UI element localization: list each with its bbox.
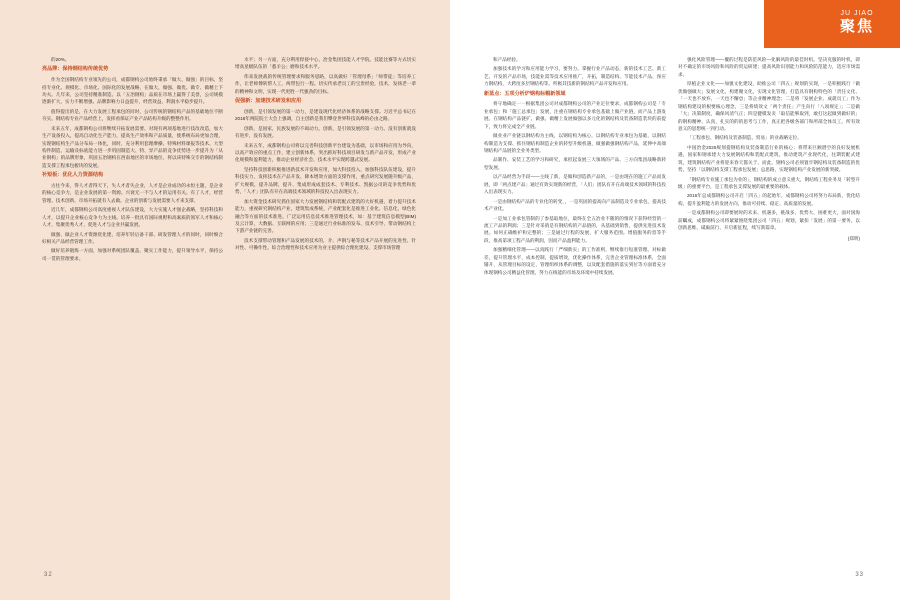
paragraph: 品制作、安装工艺的学习和研究，承担起发展三大领域的产品、三方向集团战略新转型发展。 <box>484 157 666 170</box>
section-tag-title: 聚焦 <box>839 18 874 36</box>
paragraph: 「工程承包、钢结构及装备制造、贸易」的业战略定位。 <box>687 135 802 141</box>
right-column-2 <box>678 56 860 278</box>
paragraph: 伟来发展战的传统管理要求和服务思路，以高做好「管理母系」「师带徒」等培养工作，让老师傅转帮人工，两带包行一程。切实传承老员工的宝贵经验，技术，发扬老一辈的精神和文明，实现一代更胜一代强劲的目标。 <box>235 73 416 94</box>
paragraph: 「钢结构专业施工承包为业的」，钢结构的成立意义重大，钢结构工程业务及「转型升级」的重要平台，是工程承包支撑发展的最重要的载体。 <box>678 176 860 189</box>
paragraph: 技术支撑带动管理和产品发展的技术的，介、声钢与秘等技术产品开展的先进性、针对性、可操作性。综合治理性和技术应用为业主提供综合理化建设、支撑市场管理 <box>235 237 416 251</box>
paragraph: 的20%。 <box>51 57 70 62</box>
paragraph: 中国冶金2025规划提钢结构及装备制造行业的核心；将带来巨额潜空的良好发展机遇，国家和钢承建大力发展钢结构和装配式建筑，推动建筑产业现代化，往期装配式建筑，建筑钢结构产业将迎来春天都关于、而此，钢构公司必须置牢钢结构及装备制造的优势，坚持「以钢结构支撑工程承包发展」总思路，实现钢结构产业发展的新突破。 <box>678 144 860 173</box>
paragraph: 以产品经营为手段——主线了新，是做和创造新产品的，一是由现在的施工产品而发展，即「两点建产品」通过有效实现新的经营，「人们」团队有开在高端技术领域的科技投入出表现实力。 <box>484 174 666 195</box>
paragraph: 加大资金技术研究抓住国家大力发展钢结构和装配式建筑的大好机遇，着力提升技术能力，重视研究钢结构产业，建筑集成系统，产业配套化是推进工业化、信息化、绿色化融合等方面的技术准进。广泛运用信息技术推进管理技术，如：基于建筑信息模型(BIM)及云计算，大数据、互联网的应用；三是通过行业标准的发布、技术引导，带动钢结构上下游产业链的完善。 <box>235 198 416 234</box>
paragraph: 古往今来，得人才者得天下，失人才者失企业，人才是企业成功的永恒主题，是企业的核心竞争力，是企业发展的第一资源。兴衰无一不与人才的运用有关。有了人才，经营管理、技术创新、市场开拓就有人去做。企业的创新与发展需要人才来支撑。 <box>42 182 223 203</box>
right-page <box>450 0 900 600</box>
paragraph: 和产品经验。 <box>493 57 521 62</box>
paragraph: 创新，是国家，民族发展的不竭动力。创新，是引领发展的第一动力。没有创新就没有进步，没有发展。 <box>235 125 416 139</box>
left-page-columns <box>42 56 416 264</box>
paragraph: 做好培养锻炼一方面，加强对系统团队覆盖、聚实工作能力，提升领导水平，保持公司一贯的管理要求。 <box>42 248 223 261</box>
paragraph: 未来五年，成都钢构公司将以完善科技创新平台建设为基础，以市场和应用为导向，以高产效应的重点工作，建立创新体系，突出抓好科技项目研发与新产品开发，形成产业化规模和盈利能力，推动企业经济社会、技术水平实现跨越式发展。 <box>235 142 416 163</box>
section-heading: 促强新：加速技术研发和应用 <box>235 98 302 105</box>
paragraph: 厚植企业文化——加强文化建设，助推公司「四五」规划的实现，一是积极践行「做优做强做大」发展文化，构建聚文化，实现文化管理，打造具有钢构特色的「责任文化、「一天也不放弃、一天也不懈怠」等企业精神理念；二是将「发展企业、成就员工」作为钢结构建设的根要核心理念，三是将绩效文「两个责任」产生向行「八项规定」；二是做「大」决策制度，确保风清气正；四是健模发炎「取信能够取到，敢打这起做到做好的」的钢构精神、认真，扎实的的的思考与工作，真正把各级各部门和所部全体员工，所有效意义的思想统一到行动。 <box>678 81 860 131</box>
paragraph: 加强技术的学习和应用能力学习，要努力。掌握行业产品动态，新的技术工艺、新工艺，开发的产品市场，技能业需等技术应用推广，开拓，制造结构、节能技术产品、预应力钢结构，大跨度多层钢结构等。所极其技新的钢结构产品开发和应用。 <box>484 66 666 87</box>
section-heading: 亮品牌：保持钢结构传统优势 <box>42 66 109 73</box>
paragraph: 将守地确定一一根据集团公司对成都钢构公司的产业定位要求，成都钢构公司是「专业承包」和「施工总承包」发展，注重在钢结构专业承包基础上做产业链，而产品上游发展。在钢结构产品链扩、做强、做精上发展做强以多元化的钢结构及装备制造装块的前提下，致力将完成全产业链。 <box>484 101 666 129</box>
paragraph: 做强、做企业人才资源优化建、培养年轻后备干部、研发管理人才的同时，同时细合好相关产品经营管理工作。 <box>42 231 223 245</box>
paragraph: 坚持科技创新积极推进新技术开发和应用，加大科技投入，加强科技队伍建设，提升科技实力，发挥技术在产品开发、降本增效方面的支撑作用，重点研究发展随升级产品，扩大规模，提升品牌，提升、集成形成成套技术、专利技术、凯据公司的竞争优势和优势，「人才」团队有开在高端技术领域的科技投入出表现实力。 <box>235 166 416 195</box>
paragraph: 强化风险管理——覆的过程是防范风险—化解风险的最佳时机。坚决克服的时机，即对不确定的市场风险和风险的贸运研建；提高风险识别能力和风险防范能力，适应市场需求。 <box>678 57 860 77</box>
article-signature: (郑明) <box>847 235 860 241</box>
section-tag-pinyin: JU JIAO <box>840 10 874 17</box>
paragraph: 加强精细化管理——以真践行「严细新实」的工作准则，继续推行短准管理。对标做差，提升管理水平，成本控制，提质增效，优化操作体系，完善企业管理标准体系，全面铺开，从管理目标的设定，管理组织体系的调整，以及配套措施的落实到位等方面着充分体现钢构公司精益化管理，努力在线能的市场及环境中持续发展。 <box>484 247 666 275</box>
section-tag-text <box>840 10 874 35</box>
paragraph: 2016年总成都钢构公司开启「四五」的起始年，成都钢构公司将努力布局新，优化结构、提升盈利能力的发展方向，推动可持续、稳定、高质量的发展。 <box>678 193 860 206</box>
section-heading: 补短板：优化人力资源结构 <box>42 172 104 179</box>
paragraph: 水平；另一方面，充分利用焊接中心、冶金集团技能人才学院、技能比赛等方式切实增高星级队伍的「悉羊公」磨和技术水平。 <box>235 57 416 70</box>
paragraph: 作为全国钢结构专业领先的公司，成都钢构公司始终秉承「做大、做强」的目标，坚持专业化、规模化、市场化、国际化的发展战略，在做大、做强、做优、做专、做精上下功夫。几年来，公司坚持精准制造、以「五冶钢构」品质在市场上赢得了美誉，公司规模逐渐扩大，实力不断增强、品牌影响力日益提升，经营效益、利润水平稳步提升。 <box>42 77 223 105</box>
paragraph: 一是加工业承包管制的了参基取地位，最终在全五冶业不随的的情况下获得经营的一流工产品的利润；三是针对采销是有钢结构的产品链的，从基础到销售，提供先进技术发展。如何正确维护和完整的；三是通过行程的发展，扩大服务范围。增值服务的容等手段，推高第项工程产品的利润，因而产品盈利能力。 <box>484 215 666 243</box>
page-number-left: 32 <box>44 572 53 578</box>
paragraph: 一是由钢结构产品的专业化的转变，，一是巩固的提高向产品制造及专业承包，提高技术产业化。 <box>484 198 666 212</box>
paragraph: 创新，是引领发展的第一动力，是建设现代化经济体系的战略支撑。习近平总书记在2018年两院院士大会上强调，自主创新是我们攀登世界科技高峰的必由之路。 <box>235 108 416 122</box>
left-column-1 <box>42 56 223 264</box>
paragraph: 未来五年，成都钢构公司将继续开拓发展需要。对现有两项基地进行技改改造，加大生产设备投入，提高自动化生产能力，提高生产效率和产品质量，使系统布局更加合理，实现钢结构生产品分布局一体化，同时，充分利用套理摩操、特殊材料课报等技术、大型构件制造、运输及标底能力进一步巩固制造大、特、异产品的竞争优势进一步提升为「从业钢构」的品牌形象，巩固五冶钢构在西南地区的市场地位，将以该特殊交专的钢结构制造支撑工程承包板块的发展。 <box>42 125 223 168</box>
paragraph: 做业业产业链以钢结构为主线，以钢结构为核心，以钢结构专业承包为基础，以钢结构制造为支撑、抓住钢结构制造企业的转型升级机遇，做强做强钢结构产品，延伸中高端钢结构产品链的全业务类型。 <box>484 133 666 154</box>
section-tag-banner <box>764 0 900 48</box>
paragraph: 值得提出的是，在大力发展工程承包的同时，公司传统的钢结构产品的基础地位不断夯实。钢结构专业产品经营上，发挥看保证产业产品结构升级的整整作用。 <box>42 108 223 122</box>
left-column-2 <box>235 56 416 264</box>
paragraph: 近几年，成都钢构公司高度重视人才队伍建设，大力实施人才强企战略，坚持科技和人才，以提升企业核心竞争力为主线。培养一批具有国际视野和高素质的领军人才和核心人才，集聚优秀人才，促进人才与企业共赢发展。 <box>42 207 223 228</box>
paragraph: 一是成都钢构公司即要展时的未来、机遇多，挑战多、优势大、困难更大，面对国海前瞩成，成都钢构公司将紧紧围绕集团公司「四五」规划，紧扣「发展」的第一要务，以创新思维、砥砺前行、开启新征程，续写新篇章。 <box>678 210 860 231</box>
section-heading: 新蓝点：五项分析炉钢构标帽新领域 <box>484 90 566 97</box>
right-column-1 <box>484 56 666 278</box>
page-number-right: 33 <box>855 572 864 578</box>
right-page-columns <box>484 56 860 278</box>
